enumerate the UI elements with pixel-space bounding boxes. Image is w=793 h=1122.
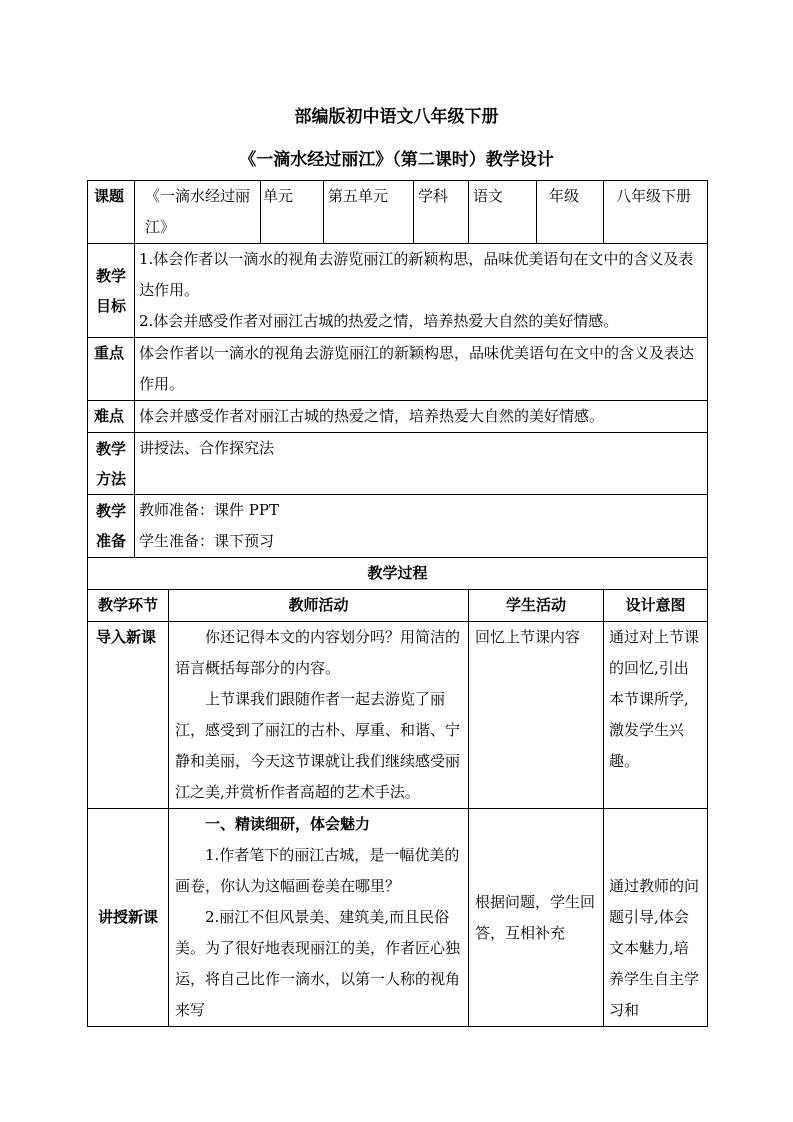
methods-value: 讲授法、合作探究法 <box>135 433 708 495</box>
danyuan-label: 单元 <box>261 181 324 244</box>
nianji-label: 年级 <box>537 181 604 244</box>
objective-2: 2.体会并感受作者对丽江古城的热爱之情，培养热爱大自然的美好情感。 <box>139 312 619 330</box>
intro-intent: 通过对上节课的回忆,引出本节课所学,激发学生兴趣。 <box>604 622 708 809</box>
objectives-label: 教学目标 <box>88 244 135 338</box>
objectives-row <box>88 244 708 338</box>
col-teacher-header: 教师活动 <box>169 590 469 622</box>
keti-value: 《一滴水经过丽江》 <box>135 181 261 244</box>
teach-row <box>88 809 708 1027</box>
process-header-row <box>88 590 708 622</box>
process-heading-row <box>88 558 708 590</box>
intro-student: 回忆上节课内容 <box>469 622 604 809</box>
methods-row <box>88 433 708 495</box>
xueke-value: 语文 <box>469 181 537 244</box>
objective-1: 1.体会作者以一滴水的视角去游览丽江的新颖构思，品味优美语句在文中的含义及表达作用。 <box>139 250 694 299</box>
document-title: 部编版初中语文八年级下册 <box>294 107 499 127</box>
intro-teacher-p2: 上节课我们跟随作者一起去游览了丽江，感受到了丽江的古朴、厚重、和谐、宁静和美丽，今天这节课就让我们继续感受丽江之美,并赏析作者高超的艺术手法。 <box>175 690 461 801</box>
lesson-plan-table <box>87 180 708 1027</box>
teach-teacher <box>169 809 469 1027</box>
teach-stage: 讲授新课 <box>88 809 169 1027</box>
col-intent-header: 设计意图 <box>604 590 708 622</box>
teach-student: 根据问题，学生回答，互相补充 <box>469 809 604 1027</box>
student-prep: 学生准备：课下预习 <box>139 532 275 550</box>
intro-teacher <box>169 622 469 809</box>
info-row <box>88 181 708 244</box>
difficulties-label: 难点 <box>88 401 135 433</box>
lesson-title: 《一滴水经过丽江》（第二课时）教学设计 <box>239 150 554 170</box>
intro-stage: 导入新课 <box>88 622 169 809</box>
intro-row <box>88 622 708 809</box>
teach-teacher-p1: 1.作者笔下的丽江古城，是一幅优美的画卷，你认为这幅画卷美在哪里？ <box>175 846 460 895</box>
objectives-content <box>135 244 708 338</box>
difficulties-row <box>88 401 708 433</box>
preparation-content <box>135 495 708 558</box>
preparation-row <box>88 495 708 558</box>
key-points-row <box>88 338 708 401</box>
methods-label: 教学方法 <box>88 433 135 495</box>
teacher-prep: 教师准备：课件 PPT <box>139 501 279 519</box>
key-points-label: 重点 <box>88 338 135 401</box>
col-student-header: 学生活动 <box>469 590 604 622</box>
process-heading: 教学过程 <box>88 558 708 590</box>
key-points-value: 体会作者以一滴水的视角去游览丽江的新颖构思，品味优美语句在文中的含义及表达作用。 <box>135 338 708 401</box>
col-stage-header: 教学环节 <box>88 590 169 622</box>
danyuan-value: 第五单元 <box>324 181 414 244</box>
intro-teacher-p1: 你还记得本文的内容划分吗？用简洁的语言概括每部分的内容。 <box>175 628 461 677</box>
xueke-label: 学科 <box>414 181 469 244</box>
preparation-label: 教学准备 <box>88 495 135 558</box>
nianji-value: 八年级下册 <box>604 181 708 244</box>
teach-section-title: 一、精读细研，体会魅力 <box>205 815 371 833</box>
teach-intent: 通过教师的问题引导,体会文本魅力,培养学生自主学习和 <box>604 809 708 1027</box>
keti-label: 课题 <box>88 181 135 244</box>
difficulties-value: 体会并感受作者对丽江古城的热爱之情，培养热爱大自然的美好情感。 <box>135 401 708 433</box>
teach-teacher-p2: 2.丽江不但风景美、建筑美,而且民俗美。为了很好地表现丽江的美，作者匠心独运，将自己比作一滴水，以第一人称的视角来写 <box>175 908 461 1019</box>
